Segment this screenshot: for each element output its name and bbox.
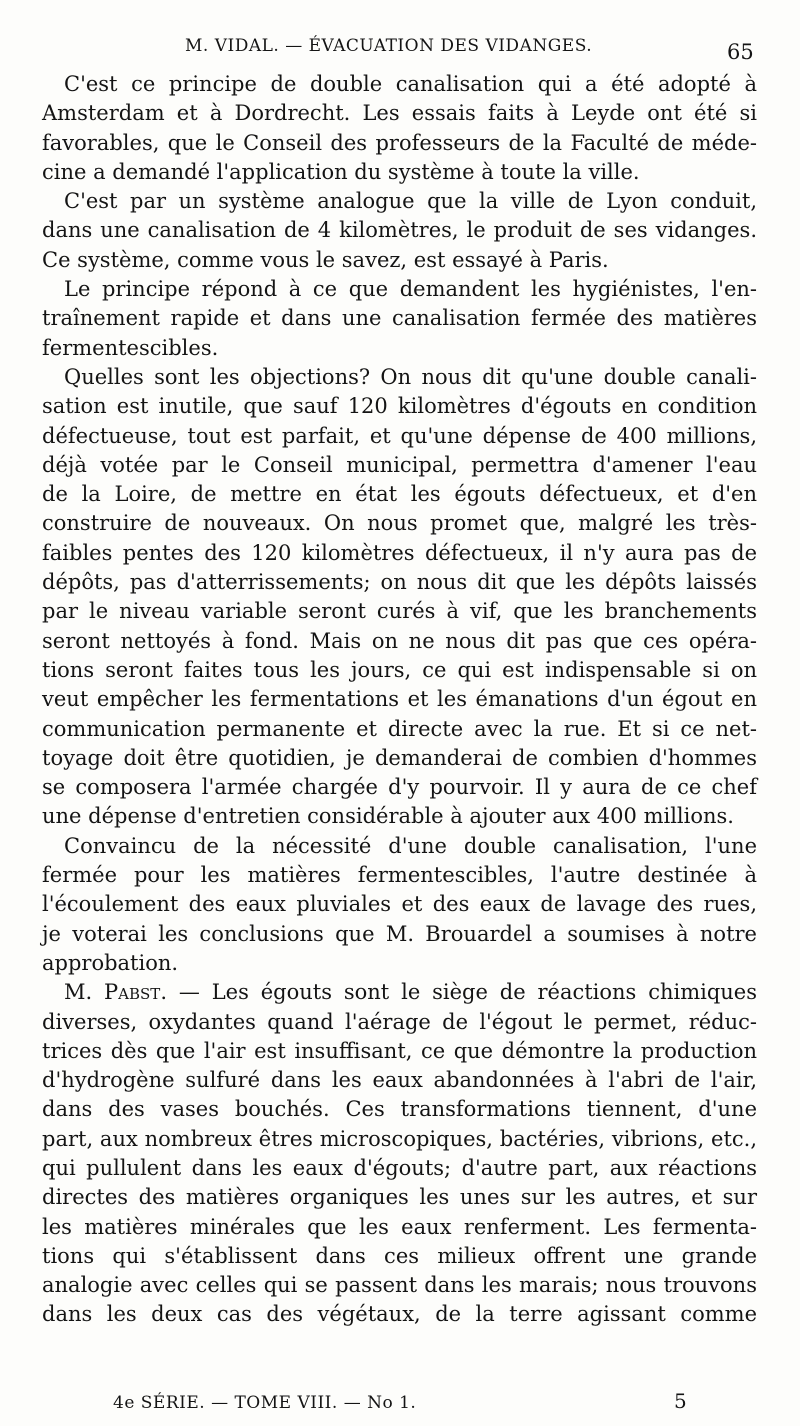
text-line: cine a demandé l'application du système à toute la ville. [42, 159, 640, 184]
text-line: trices dès que l'air est insuffisant, ce que démontre la production [42, 1038, 757, 1063]
text-line: Amsterdam et à Dordrecht. Les essais faits à Leyde ont été si [42, 101, 757, 126]
text-line: dans une canalisation de 4 kilomètres, le produit de ses vidanges. [42, 218, 757, 243]
text-line: tions qui s'établissent dans ces milieux offrent une grande [42, 1243, 757, 1268]
text-line: directes des matières organiques les unes sur les autres, et sur [42, 1185, 757, 1210]
text-line: se composera l'armée chargée d'y pourvoir. Il y aura de ce chef [42, 775, 757, 800]
text-line: Le principe répond à ce que demandent les hygiénistes, l'en- [64, 277, 757, 302]
text-line: sation est inutile, que sauf 120 kilomètres d'égouts en condition [42, 394, 757, 419]
text-line: traînement rapide et dans une canalisation fermée des matières [42, 306, 757, 331]
text-line: dans les deux cas des végétaux, de la terre agissant comme [42, 1302, 757, 1327]
text-line: Quelles sont les objections? On nous dit qu'une double canali- [64, 364, 757, 389]
text-line: diverses, oxydantes quand l'aérage de l'égout le permet, réduc- [42, 1009, 757, 1034]
text-line: je voterai les conclusions que M. Brouardel a soumises à notre [42, 921, 757, 946]
text-line: C'est par un système analogue que la ville de Lyon conduit, [64, 189, 757, 214]
text-line: fermée pour les matières fermentescibles, l'autre destinée à [42, 863, 757, 888]
text-line: C'est ce principe de double canalisation qui a été adopté à [64, 72, 757, 96]
text-line: favorables, que le Conseil des professeurs de la Faculté de méde- [42, 130, 757, 155]
text-line: analogie avec celles qui se passent dans les marais; nous trouvons [42, 1273, 757, 1298]
text-line: Ce système, comme vous le savez, est essayé à Paris. [42, 247, 609, 272]
body-text [42, 70, 757, 1330]
text-line: Convaincu de la nécessité d'une double canalisation, l'une [64, 833, 757, 858]
text-line: les matières minérales que les eaux renferment. Les fermenta- [42, 1214, 757, 1239]
text-line: déjà votée par le Conseil municipal, permettra d'amener l'eau [42, 452, 757, 477]
text-line: d'hydrogène sulfuré dans les eaux abandonnées à l'abri de l'air, [42, 1068, 757, 1093]
text-line: part, aux nombreux êtres microscopiques, bactéries, vibrions, etc., [42, 1126, 757, 1151]
footer-series-line: 4e SÉRIE. — TOME VIII. — No 1. [113, 1393, 417, 1413]
text-line: tions seront faites tous les jours, ce qui est indispensable si on [42, 657, 757, 682]
text-line: seront nettoyés à fond. Mais on ne nous dit pas que ces opéra- [42, 628, 757, 653]
text-line: communication permanente et directe avec la rue. Et si ce net- [42, 716, 757, 741]
text-line: faibles pentes des 120 kilomètres défectueux, il n'y aura pas de [42, 540, 757, 565]
signature-mark: 5 [674, 1389, 687, 1413]
text-line: approbation. [42, 950, 179, 975]
text-line: veut empêcher les fermentations et les émanations d'un égout en [42, 687, 757, 712]
speaker-name: Pabst [104, 980, 161, 1005]
text-line: fermentescibles. [42, 335, 219, 360]
text-line: défectueuse, tout est parfait, et qu'une dépense de 400 millions, [42, 423, 757, 448]
text-line: dépôts, pas d'atterrissements; on nous dit que les dépôts laissés [42, 570, 757, 595]
text-line: qui pullulent dans les eaux d'égouts; d'autre part, aux réactions [42, 1155, 757, 1180]
text-line: construire de nouveaux. On nous promet que, malgré les très- [42, 511, 757, 536]
text-line: par le niveau variable seront curés à vif, que les branchements [42, 599, 757, 624]
speaker-line: M. Pabst. — Les égouts sont le siège de réactions chimiques [64, 980, 758, 1005]
running-head: M. VIDAL. — ÉVACUATION DES VIDANGES. [185, 36, 593, 56]
text-line: de la Loire, de mettre en état les égouts défectueux, et d'en [42, 482, 757, 507]
text-line: une dépense d'entretien considérable à ajouter aux 400 millions. [42, 804, 734, 829]
text-line: l'écoulement des eaux pluviales et des eaux de lavage des rues, [42, 892, 757, 917]
text-line: dans des vases bouchés. Ces transformations tiennent, d'une [42, 1097, 757, 1122]
page-number: 65 [727, 40, 754, 64]
text-line: toyage doit être quotidien, je demanderai de combien d'hommes [42, 745, 757, 770]
